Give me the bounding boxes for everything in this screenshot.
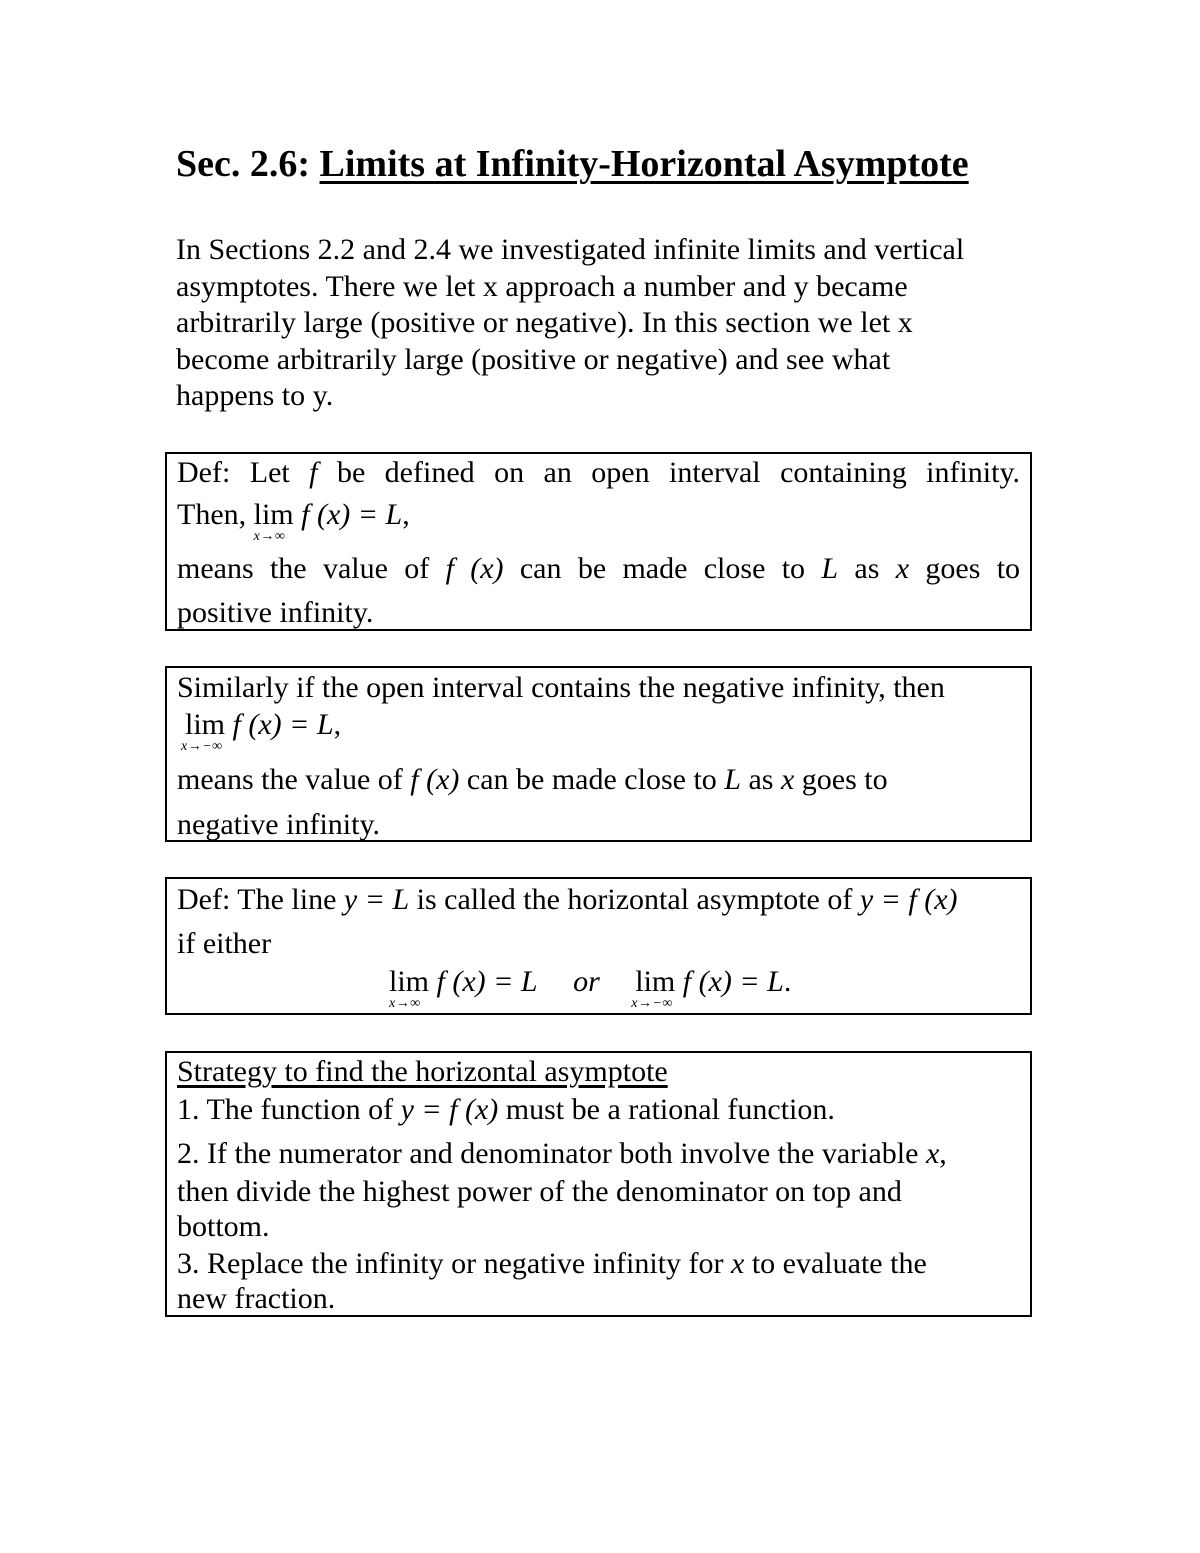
def3-line1: Def: The line y = L is called the horizontal asymptote of y = f (x) [177, 883, 958, 916]
strategy-step-2-line2: then divide the highest power of the denominator on top and [177, 1175, 902, 1208]
strategy-step-3: 3. Replace the infinity or negative infinity for x to evaluate the [177, 1247, 927, 1280]
def2-line1: Similarly if the open interval contains the negative infinity, then [177, 671, 945, 704]
limit-operator: lim x→−∞ [181, 708, 226, 754]
horizontal-asymptote-definition-box [165, 877, 1032, 1015]
limit-operator: lim x→∞ [389, 965, 430, 1011]
intro-line: happens to y. [176, 379, 334, 412]
strategy-step-1: 1. The function of y = f (x) must be a rational function. [177, 1093, 835, 1126]
def3-limits-line: lim x→∞ f (x) = L or lim x→−∞ f (x) = L. [389, 965, 792, 1011]
def2-limit-line: lim x→−∞ f (x) = L, [181, 708, 342, 754]
page-title [176, 140, 969, 188]
section-number: Sec. 2.6: [176, 143, 311, 185]
def1-means-line: means the value of f (x) can be made close to L as x goes to [177, 552, 1021, 585]
strategy-step-2-line3: bottom. [177, 1210, 270, 1243]
strategy-heading: Strategy to find the horizontal asymptote [177, 1055, 668, 1088]
intro-line: asymptotes. There we let x approach a number and y became [176, 269, 908, 303]
strategy-step-2: 2. If the numerator and denominator both involve the variable x, [177, 1137, 947, 1170]
intro-line: arbitrarily large (positive or negative). In this section we let x [176, 306, 913, 339]
intro-paragraph [176, 232, 1056, 415]
def1-line1: Def: Let f be defined on an open interval containing infinity. [177, 456, 1021, 489]
intro-line: become arbitrarily large (positive or negative) and see what [176, 342, 891, 376]
definition-box-positive-infinity [165, 452, 1032, 631]
def2-means-line: means the value of f (x) can be made close to L as x goes to [177, 763, 888, 796]
def3-line2: if either [177, 927, 272, 960]
strategy-box [165, 1051, 1032, 1317]
definition-box-negative-infinity [165, 666, 1032, 842]
strategy-step-3-line2: new fraction. [177, 1282, 336, 1315]
def1-end-line: positive infinity. [177, 596, 374, 629]
def2-end-line: negative infinity. [177, 808, 380, 841]
def1-limit-line: Then, lim x→∞ f (x) = L, [177, 498, 410, 544]
limit-operator: lim x→−∞ [631, 965, 676, 1011]
section-title: Limits at Infinity-Horizontal Asymptote [319, 143, 969, 185]
intro-line: In Sections 2.2 and 2.4 we investigated infinite limits and vertical [176, 233, 965, 266]
limit-operator: lim x→∞ [253, 498, 294, 544]
